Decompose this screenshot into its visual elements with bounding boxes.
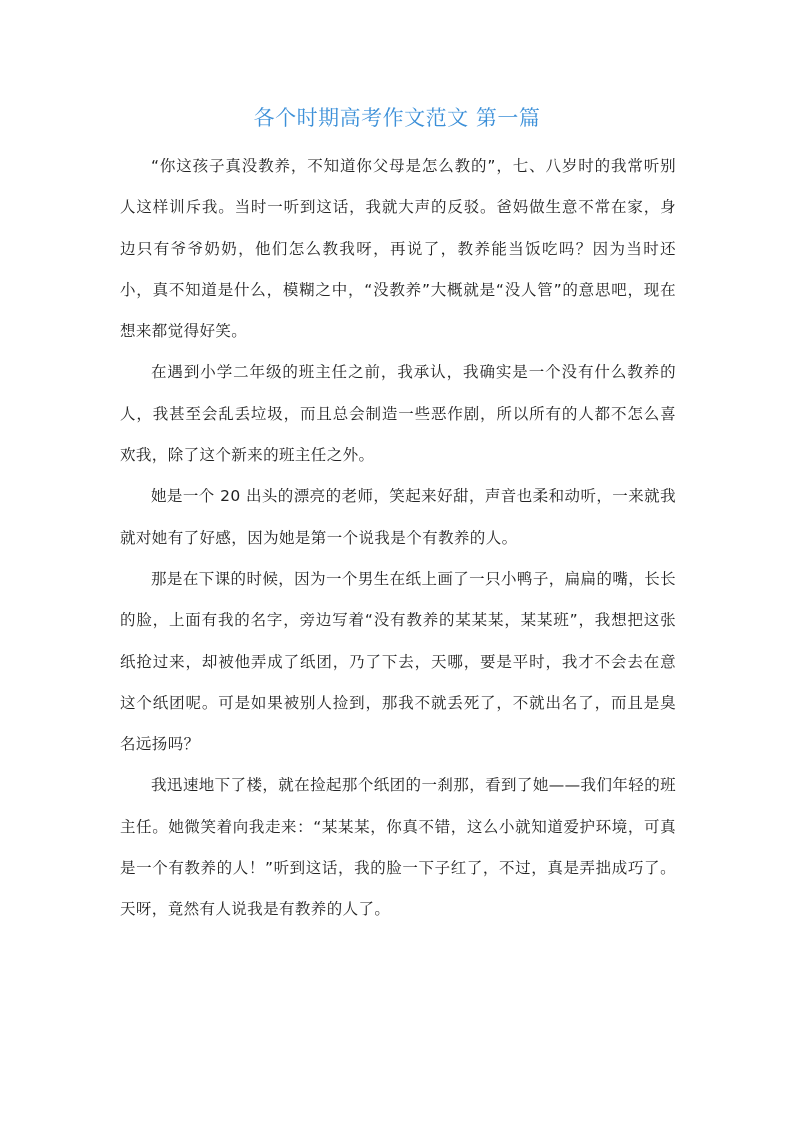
paragraph-2: 在遇到小学二年级的班主任之前，我承认，我确实是一个没有什么教养的人，我甚至会乱丢垃圾，而且总会制造一些恶作剧，所以所有的人都不怎么喜欢我，除了这个新来的班主任之外。 (120, 363, 676, 465)
paragraph-3: 她是一个 20 出头的漂亮的老师，笑起来好甜，声音也柔和动听，一来就我就对她有了好感，因为她是第一个说我是个有教养的人。 (120, 487, 676, 547)
document-title: 各个时期高考作文范文 第一篇 (253, 106, 541, 130)
paragraph-4: 那是在下课的时候，因为一个男生在纸上画了一只小鸭子，扁扁的嘴，长长的脸，上面有我的名字，旁边写着“没有教养的某某某，某某班”，我想把这张纸抢过来，却被他弄成了纸团，乃了下去，天哪，要是平时，我才不会去在意这个纸团呢。可是如果被别人捡到，那我不就丢死了，不就出名了，而且是臭名远扬吗？ (120, 569, 676, 754)
paragraph-5: 我迅速地下了楼，就在捡起那个纸团的一刹那，看到了她——我们年轻的班主任。她微笑着向我走来：“某某某，你真不错，这么小就知道爱护环境，可真是一个有教养的人！”听到这话，我的脸一下子红了，不过，真是弄拙成巧了。天呀，竟然有人说我是有教养的人了。 (120, 776, 676, 919)
document-body (120, 146, 676, 931)
paragraph-1: “你这孩子真没教养，不知道你父母是怎么教的”，七、八岁时的我常听别人这样训斥我。当时一听到这话，我就大声的反驳。爸妈做生意不常在家，身边只有爷爷奶奶，他们怎么教我呀，再说了，教养能当饭吃吗？因为当时还小，真不知道是什么，模糊之中，“没教养”大概就是“没人管”的意思吧，现在想来都觉得好笑。 (120, 157, 676, 341)
